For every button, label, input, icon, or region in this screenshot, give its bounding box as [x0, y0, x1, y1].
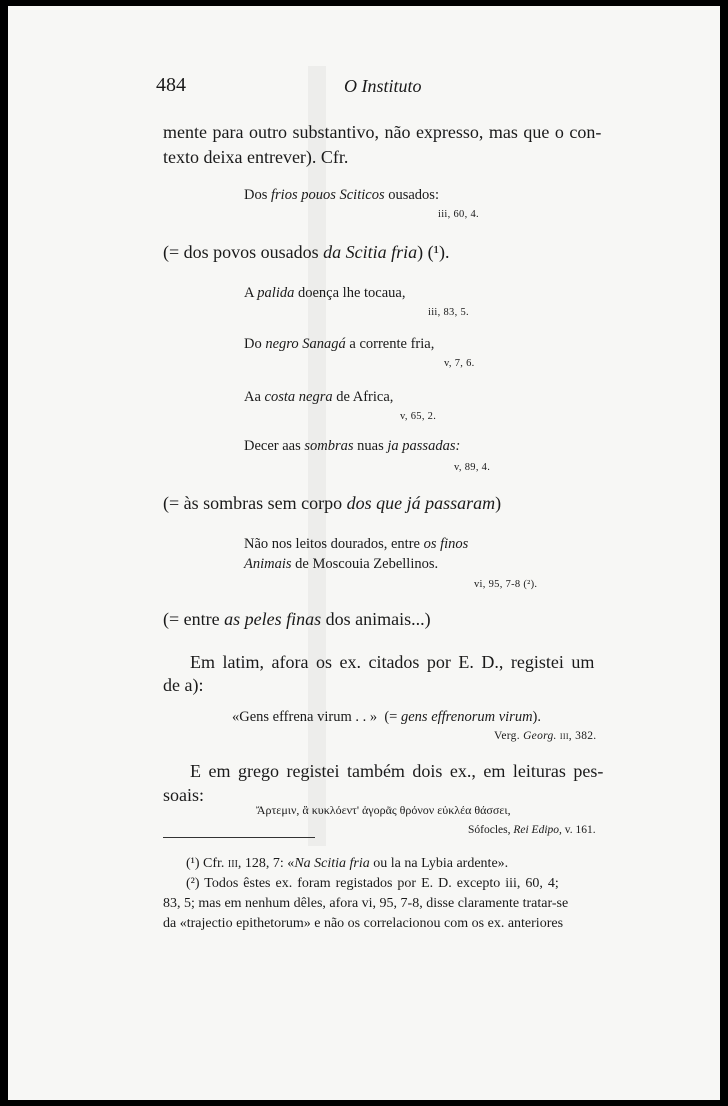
footnote-rule [163, 837, 315, 838]
verse-reference: v, 65, 2. [400, 411, 437, 422]
paragraph-line: soais: [163, 785, 205, 805]
gloss: (= entre as peles finas dos animais...) [163, 609, 431, 629]
paragraph-line: de a): [163, 675, 204, 695]
footnote: (²) Todos êstes ex. foram registados por E. D. excepto iii, 60, 4; [186, 876, 559, 891]
verse-quotation: Decer aas sombras nuas ja passadas: [244, 438, 461, 454]
verse-reference: v, 7, 6. [444, 358, 475, 369]
greek-quotation: Ἄρτεμιν, ἃ κυκλόεντ' ἀγορᾶς θρόνον εὐκλέα θάσσει, [256, 803, 511, 817]
gloss: (= às sombras sem corpo dos que já passaram) [163, 493, 502, 513]
paragraph-line: E em grego registei também dois ex., em leituras pes- [190, 761, 604, 781]
verse-reference: iii, 60, 4. [438, 209, 479, 220]
book-page [8, 6, 720, 1100]
verse-reference: vi, 95, 7-8 (²). [474, 579, 538, 590]
paragraph-line: texto deixa entrever). Cfr. [163, 147, 349, 167]
latin-quotation: «Gens effrena virum . . » (= gens effrenorum virum). [232, 709, 542, 725]
verse-reference: iii, 83, 5. [428, 307, 469, 318]
paragraph-line: Em latim, afora os ex. citados por E. D., registei um [190, 652, 595, 672]
footnote: (¹) Cfr. iii, 128, 7: «Na Scitia fria ou la na Lybia ardente». [186, 856, 509, 871]
gutter-shadow [308, 66, 326, 846]
gloss: (= dos povos ousados da Scitia fria) (¹). [163, 242, 450, 262]
footnote: 83, 5; mas em nenhum dêles, afora vi, 95, 7-8, disse claramente tratar-se [163, 896, 569, 911]
paragraph-line: mente para outro substantivo, não expresso, mas que o con- [163, 122, 602, 142]
citation: Verg. Georg. iii, 382. [494, 730, 597, 742]
verse-quotation: A palida doença lhe tocaua, [244, 285, 406, 301]
running-title: O Instituto [344, 76, 422, 96]
verse-quotation: Animais de Moscouia Zebellinos. [244, 556, 439, 572]
verse-quotation: Não nos leitos dourados, entre os finos [244, 536, 469, 552]
footnote: da «trajectio epithetorum» e não os correlacionou com os ex. anteriores [163, 916, 564, 931]
verse-quotation: Dos frios pouos Sciticos ousados: [244, 187, 439, 203]
verse-quotation: Aa costa negra de Africa, [244, 389, 394, 405]
citation: Sófocles, Rei Edipo, v. 161. [468, 824, 596, 836]
verse-reference: v, 89, 4. [454, 462, 491, 473]
verse-quotation: Do negro Sanagá a corrente fria, [244, 336, 435, 352]
page-number: 484 [156, 74, 186, 96]
